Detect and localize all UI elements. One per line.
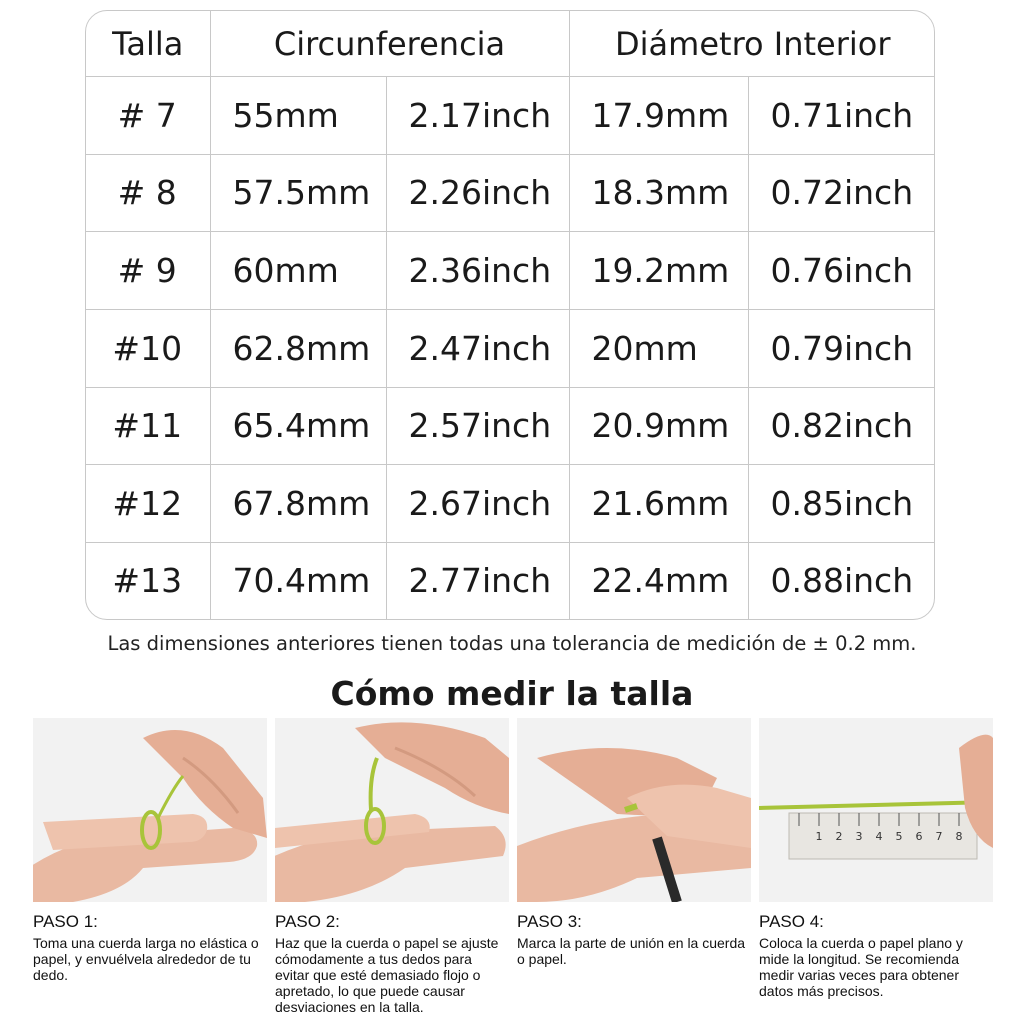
- diameter-mm-cell: 22.4mm: [569, 542, 748, 619]
- ruler-number: 6: [915, 830, 923, 843]
- table-row: [86, 465, 935, 543]
- diameter-inch-cell: 0.76inch: [748, 232, 935, 310]
- circumference-inch-cell: 2.47inch: [386, 309, 569, 387]
- diameter-inch-cell: 0.88inch: [748, 542, 935, 619]
- size-cell: # 9: [86, 232, 210, 310]
- table-header-row: [86, 11, 935, 77]
- step-2-text: Haz que la cuerda o papel se ajuste cómodamente a tus dedos para evitar que esté demasiado flojo o apretado, lo que puede causar desviaciones en la talla.: [275, 935, 499, 1015]
- ruler-number: 1: [815, 830, 823, 843]
- ruler-number: 7: [935, 830, 943, 843]
- circumference-mm-cell: 60mm: [210, 232, 386, 310]
- diameter-inch-cell: 0.71inch: [748, 77, 935, 155]
- table-row: [86, 542, 935, 619]
- size-table-container: [85, 10, 935, 620]
- diameter-mm-cell: 20.9mm: [569, 387, 748, 465]
- header-size: Talla: [86, 11, 210, 77]
- step-1-photo: [33, 718, 267, 902]
- table-row: [86, 387, 935, 465]
- ruler-number: 8: [955, 830, 963, 843]
- tolerance-note: Las dimensiones anteriores tienen todas una tolerancia de medición de ± 0.2 mm.: [107, 632, 917, 655]
- size-cell: # 8: [86, 154, 210, 232]
- step-4-title: PASO 4:: [759, 912, 824, 931]
- diameter-inch-cell: 0.79inch: [748, 309, 935, 387]
- circumference-mm-cell: 62.8mm: [210, 309, 386, 387]
- table-row: [86, 232, 935, 310]
- step-1-text: Toma una cuerda larga no elástica o papel, y envuélvela alrededor de tu dedo.: [33, 935, 259, 983]
- step-2-title: PASO 2:: [275, 912, 340, 931]
- diameter-inch-cell: 0.85inch: [748, 465, 935, 543]
- circumference-mm-cell: 55mm: [210, 77, 386, 155]
- diameter-mm-cell: 19.2mm: [569, 232, 748, 310]
- step-3-photo: [517, 718, 751, 902]
- diameter-mm-cell: 20mm: [569, 309, 748, 387]
- circumference-inch-cell: 2.77inch: [386, 542, 569, 619]
- diameter-inch-cell: 0.72inch: [748, 154, 935, 232]
- table-row: [86, 154, 935, 232]
- header-circumference: Circunferencia: [210, 11, 569, 77]
- diameter-mm-cell: 18.3mm: [569, 154, 748, 232]
- step-3-text: Marca la parte de unión en la cuerda o papel.: [517, 935, 746, 967]
- size-cell: #12: [86, 465, 210, 543]
- ruler-number: 2: [835, 830, 843, 843]
- table-row: [86, 77, 935, 155]
- step-1: [33, 718, 267, 983]
- circumference-inch-cell: 2.67inch: [386, 465, 569, 543]
- circumference-mm-cell: 57.5mm: [210, 154, 386, 232]
- circumference-mm-cell: 67.8mm: [210, 465, 386, 543]
- diameter-mm-cell: 21.6mm: [569, 465, 748, 543]
- step-4-text: Coloca la cuerda o papel plano y mide la longitud. Se recomienda medir varias veces para obtener datos más precisos.: [759, 935, 963, 999]
- circumference-inch-cell: 2.26inch: [386, 154, 569, 232]
- size-cell: #10: [86, 309, 210, 387]
- step-4: [759, 718, 993, 999]
- diameter-mm-cell: 17.9mm: [569, 77, 748, 155]
- how-to-measure-title: Cómo medir la talla: [330, 674, 694, 713]
- ruler-number: 4: [875, 830, 883, 843]
- ruler-number: 5: [895, 830, 903, 843]
- size-table: [86, 11, 935, 619]
- size-cell: # 7: [86, 77, 210, 155]
- step-3-title: PASO 3:: [517, 912, 582, 931]
- size-cell: #11: [86, 387, 210, 465]
- step-4-photo: [759, 718, 993, 902]
- circumference-mm-cell: 70.4mm: [210, 542, 386, 619]
- step-2-photo: [275, 718, 509, 902]
- ruler-number: 3: [855, 830, 863, 843]
- step-1-title: PASO 1:: [33, 912, 98, 931]
- circumference-mm-cell: 65.4mm: [210, 387, 386, 465]
- diameter-inch-cell: 0.82inch: [748, 387, 935, 465]
- step-3: [517, 718, 751, 967]
- header-inner-diameter: Diámetro Interior: [569, 11, 935, 77]
- circumference-inch-cell: 2.57inch: [386, 387, 569, 465]
- size-cell: #13: [86, 542, 210, 619]
- table-row: [86, 309, 935, 387]
- circumference-inch-cell: 2.36inch: [386, 232, 569, 310]
- circumference-inch-cell: 2.17inch: [386, 77, 569, 155]
- step-2: [275, 718, 509, 1015]
